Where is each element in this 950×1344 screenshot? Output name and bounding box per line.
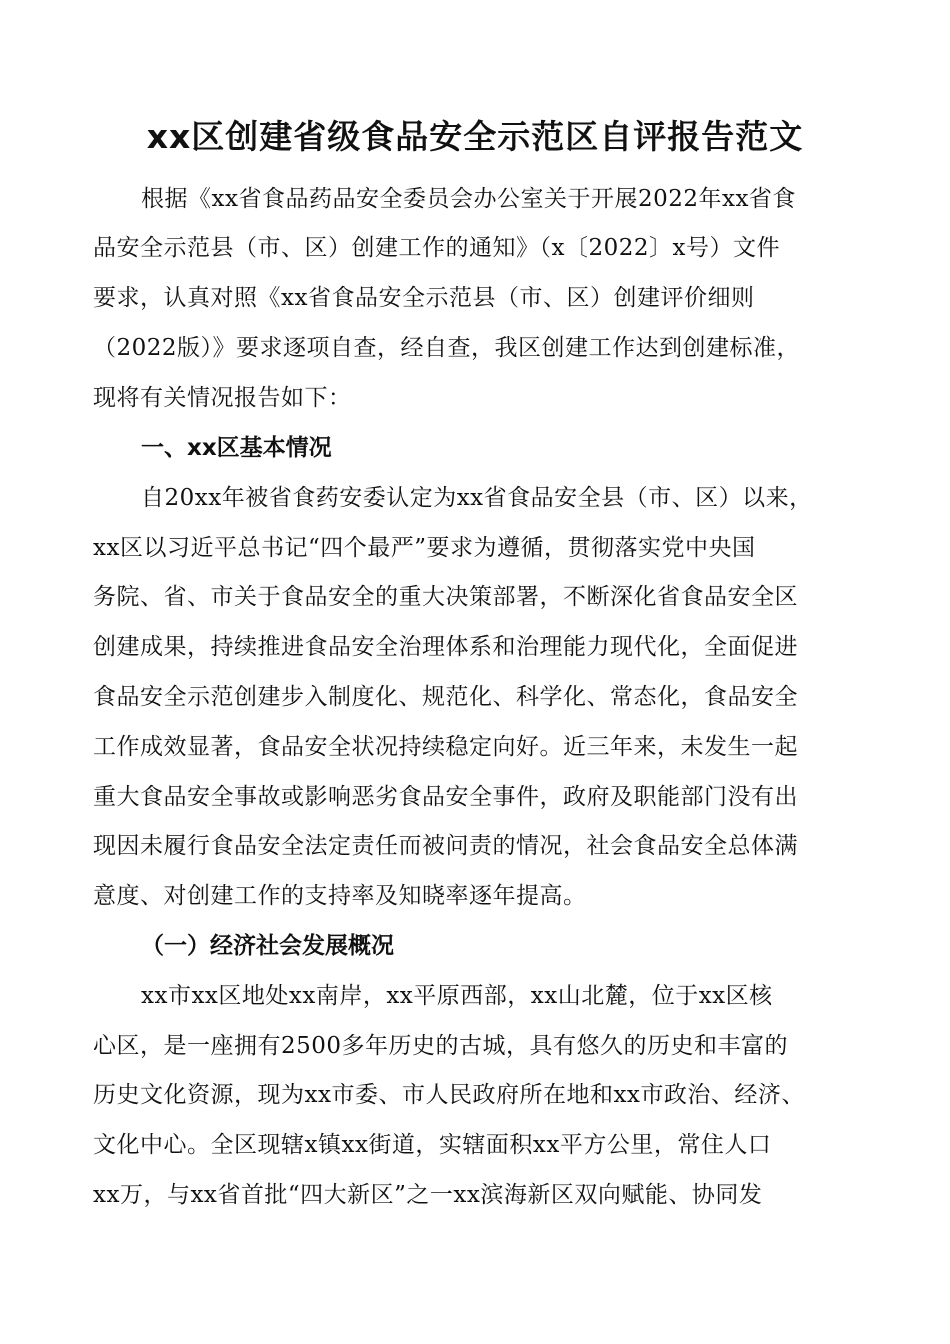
paragraph-line: 历史文化资源，现为xx市委、市人民政府所在地和xx市政治、经济、: [93, 1082, 805, 1108]
paragraph-line: xx区以习近平总书记“四个最严”要求为遵循，贯彻落实党中央国: [93, 535, 756, 561]
paragraph-line: 要求，认真对照《xx省食品安全示范县（市、区）创建评价细则: [93, 285, 755, 311]
paragraph-line: 文化中心。全区现辖x镇xx街道，实辖面积xx平方公里，常住人口: [93, 1132, 772, 1158]
paragraph-line: 现因未履行食品安全法定责任而被问责的情况，社会食品安全总体满: [93, 833, 798, 859]
paragraph-line: 食品安全示范创建步入制度化、规范化、科学化、常态化，食品安全: [93, 684, 798, 710]
paragraph-line: 工作成效显著，食品安全状况持续稳定向好。近三年来，未发生一起: [93, 734, 798, 760]
paragraph-line: （2022版）》要求逐项自查，经自查，我区创建工作达到创建标准，: [93, 335, 801, 361]
subsection-heading: （一）经济社会发展概况: [141, 933, 394, 959]
paragraph-line: 自20xx年被省食药安委认定为xx省食品安全县（市、区）以来，: [141, 485, 813, 511]
paragraph-line: 现将有关情况报告如下：: [93, 385, 352, 411]
paragraph-line: 创建成果，持续推进食品安全治理体系和治理能力现代化，全面促进: [93, 634, 798, 660]
paragraph-line: xx万，与xx省首批“四大新区”之一xx滨海新区双向赋能、协同发: [93, 1182, 763, 1208]
paragraph-line: 意度、对创建工作的支持率及知晓率逐年提高。: [93, 883, 587, 909]
paragraph-line: 重大食品安全事故或影响恶劣食品安全事件，政府及职能部门没有出: [93, 784, 798, 810]
section-heading: 一、xx区基本情况: [141, 435, 332, 461]
paragraph-line: 务院、省、市关于食品安全的重大决策部署，不断深化省食品安全区: [93, 584, 798, 610]
paragraph-line: 品安全示范县（市、区）创建工作的通知》（x〔2022〕x号）文件: [93, 235, 780, 261]
paragraph-line: 根据《xx省食品药品安全委员会办公室关于开展2022年xx省食: [141, 186, 796, 212]
paragraph-line: 心区，是一座拥有2500多年历史的古城，具有悠久的历史和丰富的: [93, 1033, 789, 1059]
document-title: xx区创建省级食品安全示范区自评报告范文: [146, 117, 804, 156]
paragraph-line: xx市xx区地处xx南岸，xx平原西部，xx山北麓，位于xx区核: [141, 983, 773, 1009]
